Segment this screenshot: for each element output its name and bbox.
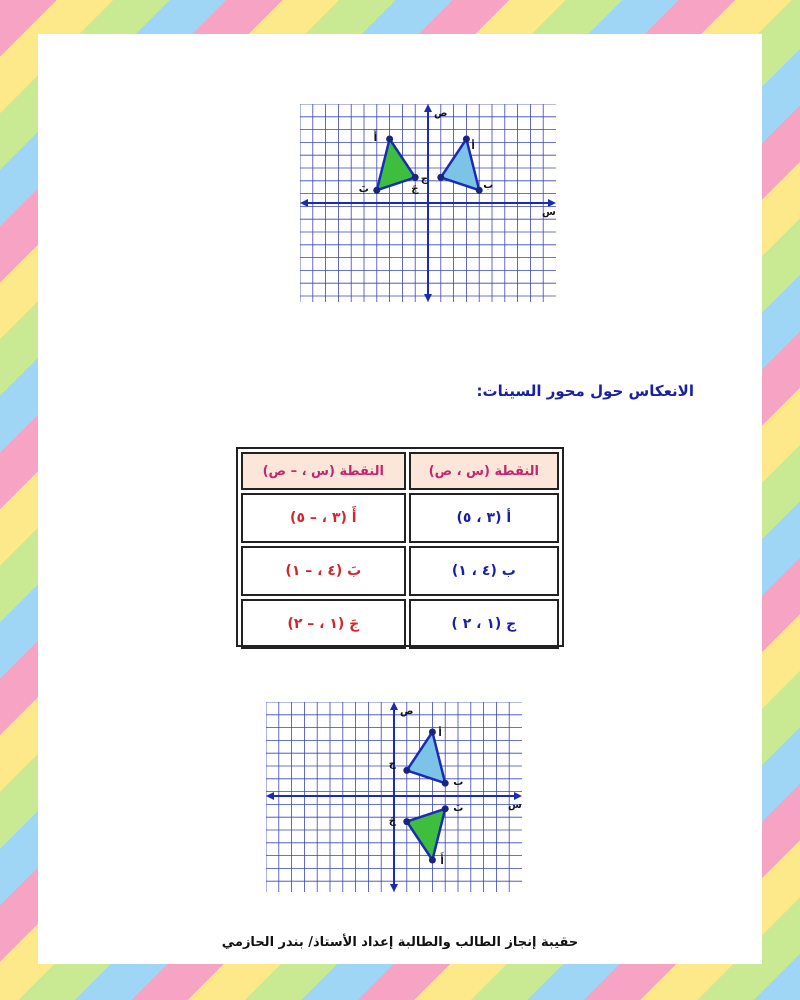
cell-reflected: بَ (٤ ، – ١) xyxy=(241,546,406,596)
table-row xyxy=(241,493,559,543)
x-axis-arrow-left xyxy=(266,792,274,800)
triangle-green xyxy=(407,809,445,860)
vertex-point xyxy=(386,136,393,143)
vertex-point xyxy=(412,174,419,181)
vertex-point xyxy=(429,857,436,864)
x-axis-label: س xyxy=(508,800,522,811)
vertex-label: أَ xyxy=(440,856,444,867)
table-row xyxy=(241,599,559,649)
cell-original: أ (٣ ، ٥) xyxy=(409,493,559,543)
cell-reflected: أَ (٣ ، – ٥) xyxy=(241,493,406,543)
cell-reflected: جَ (١ ، – ٢) xyxy=(241,599,406,649)
vertex-label: أَ xyxy=(373,133,378,144)
vertex-point xyxy=(403,818,410,825)
y-axis-arrow-top xyxy=(424,104,432,112)
vertex-point xyxy=(442,780,449,787)
vertex-point xyxy=(373,187,380,194)
triangle-green xyxy=(377,139,415,190)
vertex-point xyxy=(403,767,410,774)
y-axis-arrow-bottom xyxy=(424,294,432,302)
cell-original: ج (١ ، ٢ ) xyxy=(409,599,559,649)
table-row xyxy=(241,546,559,596)
x-axis-label: س xyxy=(542,207,556,218)
graph-reflection-y-axis xyxy=(300,104,556,302)
vertex-point xyxy=(437,174,444,181)
vertex-label: بَ xyxy=(453,802,464,814)
vertex-label: ب xyxy=(483,180,494,192)
graph-reflection-x-axis xyxy=(266,702,522,892)
x-axis-arrow-right xyxy=(514,792,522,800)
vertex-point xyxy=(442,805,449,812)
x-axis-arrow-left xyxy=(300,199,308,207)
vertex-label: أ xyxy=(471,141,475,152)
vertex-point xyxy=(463,136,470,143)
header-reflected-point: النقطة (س ، – ص) xyxy=(241,452,406,490)
footer-credit: حقيبة إنجاز الطالب والطالبة إعداد الأستاذ/ بندر الحازمي xyxy=(221,935,579,950)
y-axis-arrow-bottom xyxy=(390,884,398,892)
vertex-label: بَ xyxy=(358,184,369,196)
header-original-point: النقطة (س ، ص) xyxy=(409,452,559,490)
vertex-label: جَ xyxy=(411,183,419,195)
triangle-blue xyxy=(407,732,445,783)
y-axis-label: ص xyxy=(400,706,414,717)
y-axis-label: ص xyxy=(434,108,448,119)
vertex-label: ج xyxy=(388,758,397,770)
vertex-point xyxy=(429,729,436,736)
vertex-label: جَ xyxy=(388,815,397,827)
section-heading: الانعكاس حول محور السينات: xyxy=(476,382,694,400)
vertex-point xyxy=(476,187,483,194)
vertex-label: أ xyxy=(438,728,442,739)
vertex-label: ب xyxy=(453,777,464,789)
x-axis-arrow-right xyxy=(548,199,556,207)
vertex-label: ج xyxy=(420,173,429,185)
cell-original: ب (٤ ، ١) xyxy=(409,546,559,596)
coordinates-table xyxy=(236,447,564,647)
y-axis-arrow-top xyxy=(390,702,398,710)
